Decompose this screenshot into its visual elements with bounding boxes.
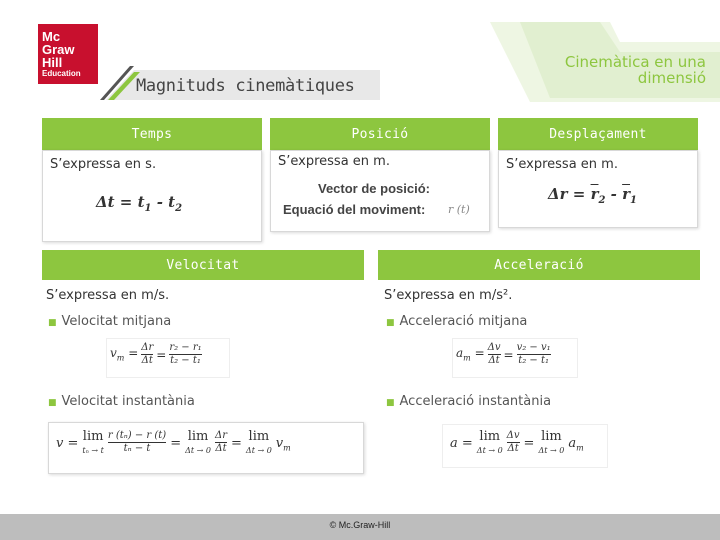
posicio-header <box>270 118 490 150</box>
vi-num2: Δr <box>215 430 228 441</box>
vm-num2: r₂ − r₁ <box>169 342 202 353</box>
vi-under2: Δt → 0 <box>185 446 211 455</box>
posicio-equation-expr: r (t) <box>448 203 470 216</box>
vi-rhs: v <box>275 436 284 451</box>
acceleracio-instantania-formula: a = lim Δt → 0 $\frac{\Delta v}{\Delta t}$ = lim Δt → 0 $a_m$ <box>450 430 584 458</box>
velocitat-mitjana-formula: $v_m$ = $\frac{\Delta r}{\Delta t}$ = $\frac{\text{r₂ − r₁}}{\text{t₂ − t₁}}$ <box>110 342 202 366</box>
velocitat-desc: S’expressa en m/s. <box>46 288 170 303</box>
footer-copyright: © Mc.Graw-Hill <box>329 520 391 530</box>
temps-formula <box>96 193 182 214</box>
vi-lim3: lim <box>248 429 270 444</box>
vm-den1: Δt <box>141 355 153 366</box>
logo-line-3: Hill <box>42 54 63 70</box>
am-lhs-sub: m <box>463 353 471 363</box>
am-den2: t₂ − t₁ <box>518 355 549 366</box>
bullet-icon: ■ <box>48 398 57 408</box>
ai-den1: Δt <box>507 443 519 454</box>
logo-line-2: Graw <box>42 41 75 57</box>
posicio-desc: S’expressa en m. <box>278 154 390 169</box>
velocitat-header-label: Velocitat <box>166 257 240 273</box>
vi-under3: Δt → 0 <box>245 446 272 455</box>
am-den1: Δt <box>488 355 500 366</box>
acceleracio-header-label: Acceleració <box>494 257 584 273</box>
desplacament-formula-sub1: 1 <box>630 195 637 206</box>
acceleracio-item-mitjana <box>386 314 527 329</box>
vi-rhs-sub: m <box>283 443 291 453</box>
temps-header-label: Temps <box>131 126 173 142</box>
vi-under1: tₙ → t <box>82 446 104 455</box>
bullet-icon: ■ <box>386 318 395 328</box>
chapter-line-1: Cinemàtica en una <box>564 53 706 71</box>
acceleracio-item2-label: Acceleració instantània <box>399 394 552 409</box>
acceleracio-desc: S’expressa en m/s². <box>384 288 513 303</box>
am-num1: Δv <box>487 342 501 353</box>
temps-desc: S’expressa en s. <box>50 157 157 172</box>
temps-formula-mid: - t <box>151 193 176 211</box>
ai-under2: Δt → 0 <box>538 446 565 455</box>
vm-den2: t₂ − t₁ <box>170 355 201 366</box>
posicio-vector-label: Vector de posició: <box>318 181 430 196</box>
ai-num1: Δv <box>506 430 520 441</box>
vi-lhs: v <box>56 436 64 451</box>
ai-rhs: a <box>568 436 577 451</box>
chapter-title <box>565 54 706 86</box>
desplacament-formula-lhs: Δr = <box>548 185 591 203</box>
ai-lim: lim <box>479 429 501 444</box>
vm-num1: Δr <box>141 342 154 353</box>
vi-num1: r (tₙ) − r (t) <box>107 430 167 441</box>
posicio-header-label: Posició <box>351 126 409 142</box>
am-lhs: a <box>456 346 464 361</box>
acceleracio-item1-label: Acceleració mitjana <box>399 314 528 329</box>
desplacament-formula <box>548 185 637 206</box>
page-title: Magnituds cinemàtiques <box>136 76 355 96</box>
bullet-icon: ■ <box>48 318 57 328</box>
desplacament-formula-r1: $\overline{r}$ <box>622 185 631 203</box>
desplacament-header <box>498 118 698 150</box>
chapter-line-2: dimensió <box>637 69 706 87</box>
velocitat-item-instantania <box>48 394 195 409</box>
logo-line-4: Education <box>42 68 81 78</box>
ai-lhs: a <box>450 436 458 451</box>
velocitat-instantania-formula: v = lim tₙ → t $\frac{\text{r (tₙ) − r (t)}}{\text{tₙ − t}}$ = lim Δt → 0 $\frac{\Delta r}{\Delta t}$ = lim Δt → 0 $v_m$ <box>56 430 291 458</box>
vm-lhs-sub: m <box>116 353 125 363</box>
desplacament-header-label: Desplaçament <box>549 126 647 142</box>
vi-den1: tₙ − t <box>123 443 151 454</box>
am-num2: v₂ − v₁ <box>516 342 551 353</box>
temps-header <box>42 118 262 150</box>
temps-formula-lhs: Δt = t <box>96 193 145 211</box>
vi-den2: Δt <box>215 443 227 454</box>
bullet-icon: ■ <box>386 398 395 408</box>
ai-under1: Δt → 0 <box>476 446 503 455</box>
desplacament-desc: S’expressa en m. <box>506 157 618 172</box>
temps-formula-sub2: 1 <box>144 203 152 214</box>
desplacament-formula-minus: - <box>605 185 623 203</box>
mcgraw-hill-logo <box>38 24 98 84</box>
velocitat-item-mitjana <box>48 314 171 329</box>
logo-line-1: Mc <box>42 28 61 44</box>
vm-lhs: v <box>110 346 117 361</box>
acceleracio-header <box>378 250 700 280</box>
desplacament-formula-r2: $\overline{r}$ <box>590 185 599 203</box>
ai-lim2: lim <box>541 429 562 444</box>
velocitat-header <box>42 250 364 280</box>
temps-formula-sub1: 2 <box>175 203 183 214</box>
acceleracio-mitjana-formula: $a_m$ = $\frac{\Delta v}{\Delta t}$ = $\frac{\text{v₂ − v₁}}{\text{t₂ − t₁}}$ <box>456 342 551 366</box>
desplacament-formula-sub2: 2 <box>598 195 606 206</box>
velocitat-item1-label: Velocitat mitjana <box>61 314 172 329</box>
posicio-equation-label: Equació del moviment: <box>283 202 426 217</box>
acceleracio-item-instantania <box>386 394 551 409</box>
vi-lim2: lim <box>187 429 209 444</box>
velocitat-item2-label: Velocitat instantània <box>61 394 195 409</box>
ai-rhs-sub: m <box>576 443 584 453</box>
vi-lim: lim <box>82 429 104 444</box>
